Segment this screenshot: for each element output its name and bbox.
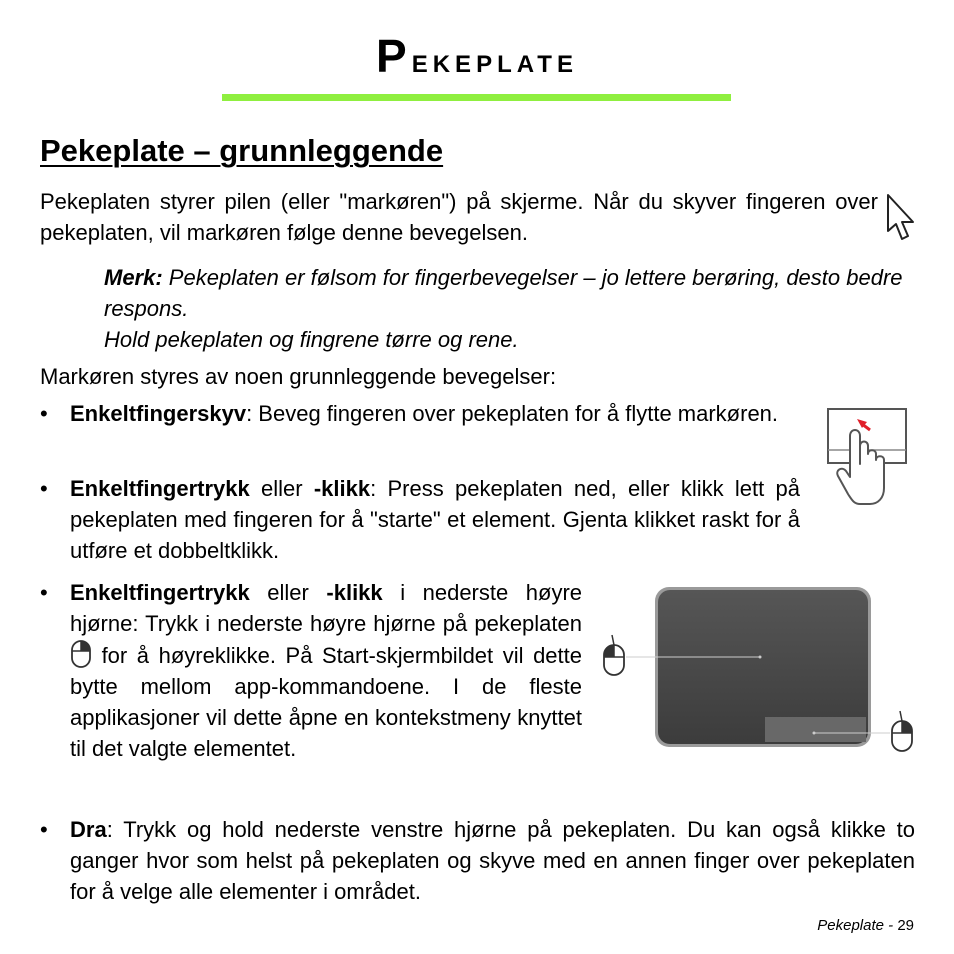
touchpad-image (600, 583, 920, 763)
connector-text: eller (249, 580, 327, 605)
term: Enkeltfingertrykk (70, 476, 250, 501)
term: Enkeltfingertrykk (70, 580, 250, 605)
mouse-right-click-icon (70, 639, 92, 669)
term-alt: -klikk (313, 476, 371, 501)
chapter-title-rest: ekeplate (411, 42, 578, 80)
note-text: Pekeplaten er følsom for fingerbevegelser – jo lettere berøring, desto bedre respons. (104, 265, 903, 321)
bullet-dot: • (40, 817, 48, 842)
description: : Press pekeplaten ned, eller klikk lett på pekeplaten med fingeren for å "starte" et element. Gjenta klikket raskt for å utføre et dobbeltklikk. (70, 476, 801, 563)
bullet-dot: • (40, 580, 48, 605)
note-line-1 (104, 262, 916, 324)
term-alt: -klikk (326, 580, 383, 605)
connector-text: eller (249, 476, 314, 501)
right-click-zone (765, 717, 866, 742)
finger-swipe-icon (826, 406, 910, 510)
section-heading: Pekeplate – grunnleggende (40, 133, 444, 168)
bullet-dot: • (40, 476, 48, 501)
footer-label: Pekeplate - (817, 917, 898, 934)
title-rule (222, 94, 731, 101)
list-item (40, 814, 915, 907)
gestures-lead: Markøren styres av noen grunnleggende bevegelser: (40, 364, 557, 389)
list-item (40, 398, 800, 429)
description-part-1: i nederste høyre hjørne: Trykk i nederste høyre hjørne på pekeplaten (70, 580, 583, 636)
note-label: Merk: (104, 265, 163, 290)
description: : Beveg fingeren over pekeplaten for å flytte markøren. (246, 401, 779, 426)
intro-paragraph: Pekeplaten styrer pilen (eller "markøren") på skjerme. Når du skyver fingeren over pekeplaten, vil markøren følge denne bevegelsen. (40, 189, 878, 245)
chapter-title (0, 26, 954, 91)
note-line-2: Hold pekeplaten og fingrene tørre og rene. (104, 327, 519, 352)
description: : Trykk og hold nederste venstre hjørne på pekeplaten. Du kan også klikke to ganger hvor som helst på pekeplaten og skyve med en annen finger over pekeplaten for å velge alle elementer i området. (70, 817, 915, 904)
description-part-2: for å høyreklikke. På Start-skjermbildet vil dette bytte mellom app-kommandoene. I de fleste applikasjoner vil dette åpne en kontekstmeny knyttet til det valgte elementet. (70, 643, 582, 761)
term: Enkeltfingerskyv (70, 401, 247, 426)
chapter-title-initial: P (376, 30, 412, 82)
page-number: 29 (897, 917, 914, 934)
mouse-right-icon (892, 711, 912, 751)
list-item (40, 577, 583, 764)
term: Dra (70, 817, 107, 842)
list-item (40, 473, 801, 566)
cursor-arrow-icon (885, 193, 917, 245)
page-footer (817, 917, 914, 934)
bullet-dot: • (40, 401, 48, 426)
mouse-left-icon (604, 635, 624, 675)
note-block (104, 262, 916, 355)
